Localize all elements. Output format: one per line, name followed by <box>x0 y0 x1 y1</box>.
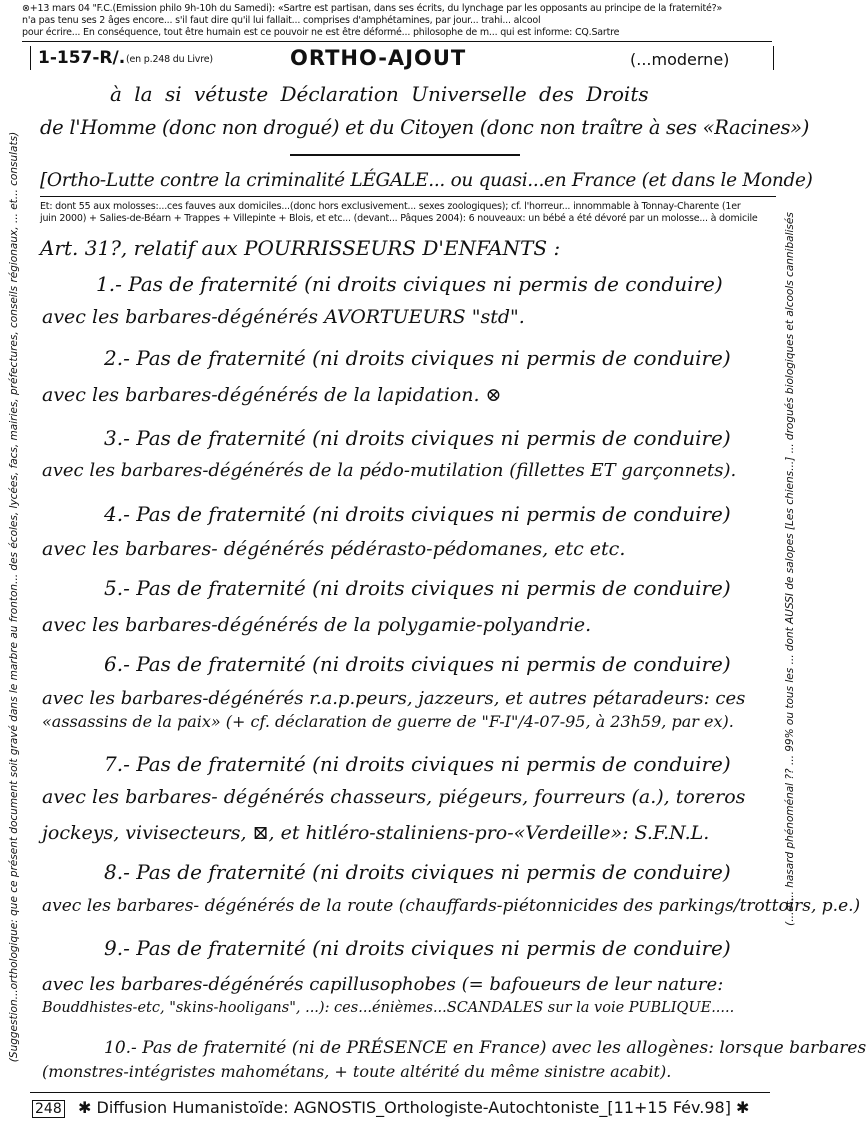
item-8-body: avec les barbares- dégénérés de la route (chauffards-piétonnicides des parkings/trottoirs, p.e.) <box>42 896 861 916</box>
footer-text: ✱ Diffusion Humanistoïde: AGNOSTIS_Orthologiste-Autochtoniste_[11+15 Fév.98] ✱ <box>78 1098 750 1117</box>
item-8-head: 8.- Pas de fraternité (ni droits civiques ni permis de conduire) <box>104 860 731 884</box>
header-line-2: à la si vétuste Déclaration Universelle des Droits <box>110 82 649 106</box>
banner-rule <box>40 196 776 197</box>
top-note-3: pour écrire... En conséquence, tout être humain est ce pouvoir ne est être déformé... philosophe de m... qui est informe: CQ.Sartre <box>22 27 620 38</box>
header-line-3: de l'Homme (donc non drogué) et du Citoyen (donc non traître à ses «Racines») <box>40 116 810 139</box>
item-9-head: 9.- Pas de fraternité (ni droits civiques ni permis de conduire) <box>104 936 731 960</box>
item-3-head: 3.- Pas de fraternité (ni droits civiques ni permis de conduire) <box>104 426 731 450</box>
item-6-body-1: avec les barbares-dégénérés r.a.p.peurs, jazzeurs, et autres pétaradeurs: ces <box>42 688 746 709</box>
banner-note-1: Et: dont 55 aux molosses:...ces fauves aux domiciles...(donc hors exclusivement... sexes zoologiques); cf. l'horreur... innommable à Tonnay-Charente (1er <box>40 201 741 212</box>
item-4-head: 4.- Pas de fraternité (ni droits civiques ni permis de conduire) <box>104 502 731 526</box>
article-heading: Art. 31?, relatif aux POURRISSEURS D'ENFANTS : <box>40 236 561 260</box>
banner-note-2: juin 2000) + Salies-de-Béarn + Trappes + Villepinte + Blois, et etc... (devant... Pâques 2004): 6 nouveaux: un bébé a été dévoré par un molosse... à domicile <box>40 213 758 224</box>
item-3-body: avec les barbares-dégénérés de la pédo-mutilation (fillettes ET garçonnets). <box>42 460 737 481</box>
item-7-body-2: jockeys, vivisecteurs, ⊠, et hitléro-staliniens-pro-«Verdeille»: S.F.N.L. <box>42 822 710 844</box>
left-margin-note: (Suggestion...orthologique: que ce présent document soit gravé dans le marbre au fronton... des écoles, lycées, facs, mairies, préfectures, conseils régionaux, ... et... consulats) <box>8 131 20 1063</box>
item-4-body: avec les barbares- dégénérés pédérasto-pédomanes, etc etc. <box>42 538 626 560</box>
title-frame <box>30 46 774 70</box>
item-6-body-2: «assassins de la paix» (+ cf. déclaration de guerre de "F-I"/4-07-95, à 23h59, par ex). <box>42 712 734 731</box>
top-note-2: n'a pas tenu ses 2 âges encore... s'il faut dire qu'il lui fallait... comprises d'amphétamines, par jour... trahi... alcool <box>22 15 541 26</box>
footer-rule <box>30 1092 770 1093</box>
top-rule <box>22 41 772 42</box>
separator-line <box>290 154 520 156</box>
item-5-head: 5.- Pas de fraternité (ni droits civiques ni permis de conduire) <box>104 576 731 600</box>
item-7-body-1: avec les barbares- dégénérés chasseurs, piégeurs, fourreurs (a.), toreros <box>42 786 746 808</box>
item-9-body-1: avec les barbares-dégénérés capillusophobes (= bafoueurs de leur nature: <box>42 974 724 995</box>
item-6-head: 6.- Pas de fraternité (ni droits civiques ni permis de conduire) <box>104 652 731 676</box>
item-7-head: 7.- Pas de fraternité (ni droits civiques ni permis de conduire) <box>104 752 731 776</box>
document-title: ORTHO-AJOUT <box>290 46 467 70</box>
item-1-body: avec les barbares-dégénérés AVORTUEURS "std". <box>42 306 525 328</box>
item-1-head: 1.- Pas de fraternité (ni droits civiques ni permis de conduire) <box>96 272 723 296</box>
item-2-head: 2.- Pas de fraternité (ni droits civiques ni permis de conduire) <box>104 346 731 370</box>
document-ref: 1-157-R/. <box>38 48 126 68</box>
top-note: ⊗+13 mars 04 "F.C.(Emission philo 9h-10h du Samedi): «Sartre est partisan, dans ses écrits, du lynchage par les opposants au principe de la fraternité?» <box>22 3 723 14</box>
item-9-body-2: Bouddhistes-etc, "skins-hooligans", ...): ces...énièmes...SCANDALES sur la voie PUBLIQUE..... <box>42 1000 735 1016</box>
item-10-head: 10.- Pas de fraternité (ni de PRÉSENCE en France) avec les allogènes: lorsque barbares <box>104 1038 866 1058</box>
right-margin-note: (...et... hasard phénoménal ?? ... 99% ou tous les ... dont AUSSI de salopes [Les chiens...] ... drogués biologiques et alcools cannibalisés <box>784 212 796 926</box>
title-suffix: (...moderne) <box>630 50 730 69</box>
document-ref-note: (en p.248 du Livre) <box>126 54 213 65</box>
banner-text: [Ortho-Lutte contre la criminalité LÉGALE... ou quasi...en France (et dans le Monde) <box>40 170 813 191</box>
item-10-body: (monstres-intégristes mahométans, + toute altérité du même sinistre acabit). <box>42 1062 672 1081</box>
item-2-body: avec les barbares-dégénérés de la lapidation. ⊗ <box>42 384 502 406</box>
page-number: 248 <box>32 1100 65 1118</box>
item-5-body: avec les barbares-dégénérés de la polygamie-polyandrie. <box>42 614 592 636</box>
